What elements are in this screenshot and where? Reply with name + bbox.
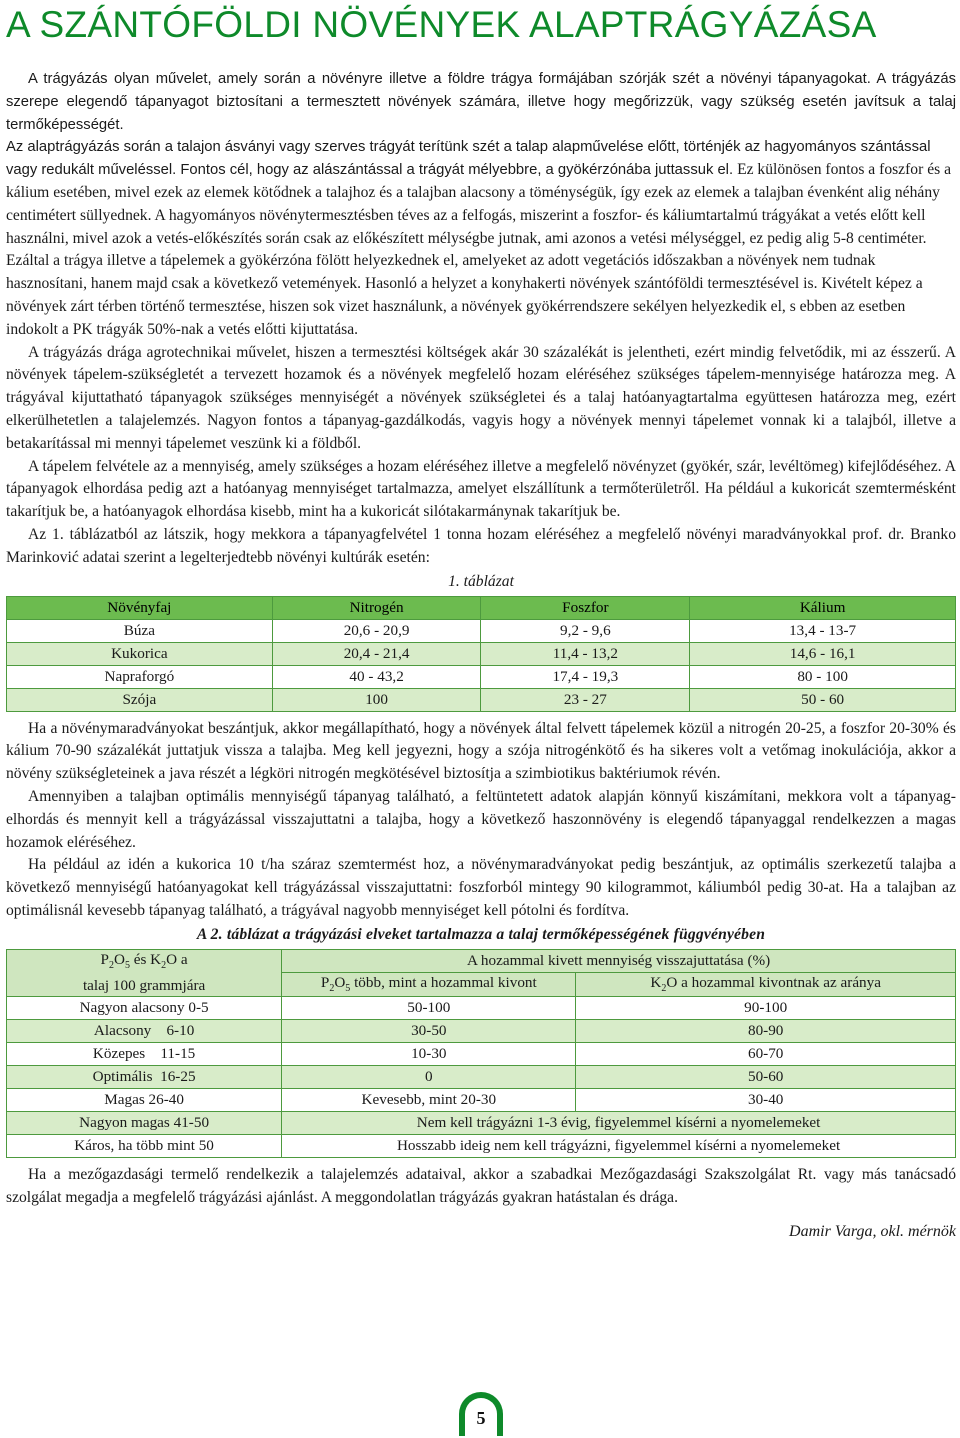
table-cell: 30-40 xyxy=(576,1088,956,1111)
table-cell: 0 xyxy=(282,1065,576,1088)
table-cell: 17,4 - 19,3 xyxy=(481,665,690,688)
table-cell: 23 - 27 xyxy=(481,688,690,711)
page-title: A SZÁNTÓFÖLDI NÖVÉNYEK ALAPTRÁGYÁZÁSA xyxy=(6,4,877,45)
fertilization-principles-table xyxy=(6,949,956,1158)
table-cell: Nagyon alacsony 0-5 xyxy=(7,996,282,1019)
table-cell: 50-60 xyxy=(576,1065,956,1088)
table-cell: Búza xyxy=(7,619,273,642)
table-cell: 30-50 xyxy=(282,1019,576,1042)
paragraph-optimalis: Amennyiben a talajban optimális mennyiségű tápanyag található, a feltüntetett adatok alapján könnyű kiszámítani, mekkora volt a tápanyag-elhordás és mennyit kell a trágyázással visszajuttatni a talajba, hogy a következő haszonnövény is elegendő tápanyaggal rendelkezzen a magas hozamok eléréséhez. xyxy=(6,787,956,851)
table-cell: 9,2 - 9,6 xyxy=(481,619,690,642)
column-header: Növényfaj xyxy=(7,596,273,619)
subscript: 2 xyxy=(108,959,114,971)
table-cell: 80-90 xyxy=(576,1019,956,1042)
table-row xyxy=(7,1065,956,1088)
header-text: P xyxy=(320,974,330,992)
table-cell: Alacsony 6-10 xyxy=(7,1019,282,1042)
table-cell: 50 - 60 xyxy=(690,688,956,711)
table-row xyxy=(7,1042,956,1065)
table-cell: Hosszabb ideig nem kell trágyázni, figyelemmel kísérni a nyomelemeket xyxy=(282,1134,956,1157)
header-text: több, mint a hozammal kivont xyxy=(350,974,537,992)
table-cell: 13,4 - 13-7 xyxy=(690,619,956,642)
table-header-row xyxy=(7,596,956,619)
table-cell: 50-100 xyxy=(282,996,576,1019)
author-signature: Damir Varga, okl. mérnök xyxy=(789,1223,956,1241)
paragraph-alaptragyazas: Az alaptrágyázás során a talajon ásványi vagy szerves trágyát terítünk szét a talap alapművelése előtt, történjék az hagyományos szántással vagy redukált műveléssel. Fontos cél, hogy az alászántással a trágyát mélyebbre, a gyökérzónába juttassuk el. xyxy=(6,139,931,179)
paragraph-kukorica-pelda: Ha például az idén a kukorica 10 t/ha száraz szemtermést hoz, a növénymaradványokat pedig beszántjuk, az optimális szerkezetű talajba a következő mennyiségű hatóanyagokat kell trágyázással visszajuttatni: foszforból mintegy 90 kilogrammot, káliumból pedig 30-at. Ha a talajban az optimálisnál kevesebb tápanyag található, a trágyával nagyobb mennyiséget kell pótolni és fordítva. xyxy=(6,856,956,919)
table-row xyxy=(7,642,956,665)
paragraph-koltsegek: A trágyázás drága agrotechnikai művelet, hiszen a termesztési költségek akár 30 százalékát is jelentheti, ezért mindig felvetődik, mi az ésszerű. A növények tápelem-szükségletét a tervezett hozamok és a növények megfelelő hozam eléréséhez szükséges tápelem-mennyisége határozza meg. A trágyával kijuttatható tápanyagok szükséges mennyiségét a növények szükségletei és a talaj hatóanyagtartalma együttesen határozza meg, ezért elkerülhetetlen a talajelemzés. Nagyon fontos a tápanyag-gazdálkodás, vagyis hogy a növények mennyi tápelemet vonnak ki a talajból, illetve a betakarítással mi mennyi tápelemet veszünk ki a földből. xyxy=(6,343,956,452)
column-header-soil xyxy=(7,949,282,996)
nutrient-uptake-table xyxy=(6,596,956,712)
table-cell: 10-30 xyxy=(282,1042,576,1065)
table-cell: Közepes 11-15 xyxy=(7,1042,282,1065)
table-cell: Szója xyxy=(7,688,273,711)
page-number-tab xyxy=(459,1392,503,1436)
closing-paragraph: Ha a mezőgazdasági termelő rendelkezik a talajelemzés adataival, akkor a szabadkai Mezőgazdasági Szakszolgálat Rt. vagy más tanácsadó szolgálat megadja a megfelelő trágyázási ajánlást. A meggondolatlan trágyázás gyakran hatástalan és drága. xyxy=(6,1165,956,1206)
table-cell: 20,4 - 21,4 xyxy=(272,642,481,665)
column-header-return: A hozammal kivett mennyiség visszajuttatása (%) xyxy=(282,949,956,973)
table-cell: Magas 26-40 xyxy=(7,1088,282,1111)
table-cell: 11,4 - 13,2 xyxy=(481,642,690,665)
table-row xyxy=(7,1088,956,1111)
subscript: 2 xyxy=(329,983,335,995)
paragraph-tablazat-bevezeto: Az 1. táblázatból az látszik, hogy mekkora a tápanyagfelvétel 1 tonna hozam eléréséhez a megfelelő növényi maradványokkal prof. dr. Branko Marinković adatai szerint a legelterjedtebb növényi kultúrák esetén: xyxy=(6,525,956,566)
table-row xyxy=(7,1019,956,1042)
table-cell: Káros, ha több mint 50 xyxy=(7,1134,282,1157)
subscript: 2 xyxy=(161,959,167,971)
subscript: 2 xyxy=(661,983,667,995)
header-text: O a hozammal kivontnak az aránya xyxy=(666,974,881,992)
table-row xyxy=(7,619,956,642)
paragraph-novenymaradvany: Ha a növénymaradványokat beszántjuk, akkor megállapítható, hogy a növények által felvett tápelemek közül a nitrogén 20-25, a foszfor 20-30% és kálium 70-90 százalékát juttatjuk vissza a talajba. Meg kell jegyezni, hogy a szója nitrogénkötő és ha sikeres volt a vetőmag inokulációja, akkor a növény szükségleteinek a java részét a légköri nitrogén megkötésével biztosítja a szimbiotikus baktériumok révén. xyxy=(6,719,956,783)
table2-caption: A 2. táblázat a trágyázási elveket tartalmazza a talaj termőképességének függvényében xyxy=(196,925,766,943)
table1-caption: 1. táblázat xyxy=(448,572,514,590)
column-header: Nitrogén xyxy=(272,596,481,619)
article-body xyxy=(6,68,956,1241)
subscript: 5 xyxy=(345,983,351,995)
table-cell: Nem kell trágyázni 1-3 évig, figyelemmel kísérni a nyomelemeket xyxy=(282,1111,956,1134)
page-number: 5 xyxy=(465,1398,497,1436)
table-cell: 90-100 xyxy=(576,996,956,1019)
table-row xyxy=(7,996,956,1019)
table-cell: 20,6 - 20,9 xyxy=(272,619,481,642)
table-row xyxy=(7,665,956,688)
table-cell: 14,6 - 16,1 xyxy=(690,642,956,665)
header-text: O a xyxy=(166,950,188,968)
table-cell: 60-70 xyxy=(576,1042,956,1065)
table-row xyxy=(7,688,956,711)
table-row xyxy=(7,1111,956,1134)
table-cell: Napraforgó xyxy=(7,665,273,688)
subscript: 5 xyxy=(124,959,130,971)
header-text: és K xyxy=(129,950,162,968)
table-cell: Optimális 16-25 xyxy=(7,1065,282,1088)
table-cell: Kevesebb, mint 20-30 xyxy=(282,1088,576,1111)
table-cell: Kukorica xyxy=(7,642,273,665)
column-header-k2o xyxy=(576,973,956,997)
table-cell: 40 - 43,2 xyxy=(272,665,481,688)
header-text: K xyxy=(650,974,662,992)
table-cell: 100 xyxy=(272,688,481,711)
table-cell: Nagyon magas 41-50 xyxy=(7,1111,282,1134)
table-header-row xyxy=(7,949,956,973)
header-text: O xyxy=(113,950,125,968)
header-text: O xyxy=(334,974,346,992)
column-header: Foszfor xyxy=(481,596,690,619)
column-header-p2o5 xyxy=(282,973,576,997)
column-header: Kálium xyxy=(690,596,956,619)
header-text: P xyxy=(100,950,109,968)
intro-paragraph: A trágyázás olyan művelet, amely során a növényre illetve a földre trágya formájában szórják szét a növényi tápanyagokat. A trágyázás szerepe elegendő tápanyagot biztosítani a termesztett növények számára, illetve hogy megőrizzük, vagy szükség esetén javítsuk a talaj termőképességét. xyxy=(6,71,956,133)
table-row xyxy=(7,1134,956,1157)
table-cell: 80 - 100 xyxy=(690,665,956,688)
paragraph-tapelem-felvetel: A tápelem felvétele az a mennyiség, amely szükséges a hozam eléréséhez illetve a megfelelő növényzet (gyökér, szár, levéltömeg) kifejlődéséhez. A tápanyagok elhordása pedig azt a hatóanyag mennyiséget tartalmazza, amelyet elszállítunk a termőterületről. Ha például a kukoricát szemtermésként takarítjuk be, a hatóanyagok elhordása kisebb, mint ha a kukoricát silótakarmánynak takarítjuk be. xyxy=(6,457,956,521)
paragraph-foszfor-kalium: Ez különösen fontos a foszfor és a kálium esetében, mivel ezek az elemek kötődnek a talajhoz és a talajban alacsony a töménységük, így ezek az elemek a talajban évenként alig néhány centimétert süllyednek. A hagyományos növénytermesztésben téves az a felfogás, miszerint a foszfor- és káliumtartalmú trágyákat a vetés előtt kell használni, mivel azok a vetés-előkészítés során csak az előkészített mélységbe jutnak, ami azonos a vetési mélységgel, ez pedig alig 5-8 centiméter. Ezáltal a trágya illetve a tápelemek a gyökérzóna fölött helyezkednek el, amelyeket az adott vegetációs időszakban a növények nem tudnak hasznosítani, hanem majd csak a következő vetemények. Hasonló a helyzet a konyhakerti növények szántóföldi termesztésével is. Kivételt képez a növények zárt térben történő termesztése, hiszen sok vizet használunk, a növények gyökérrendszere sekélyen helyezkedik el, s ebben az esetben indokolt a PK trágyák 50%-nak a vetés előtti kijuttatása. xyxy=(6,161,951,338)
header-text: talaj 100 grammjára xyxy=(82,976,206,994)
